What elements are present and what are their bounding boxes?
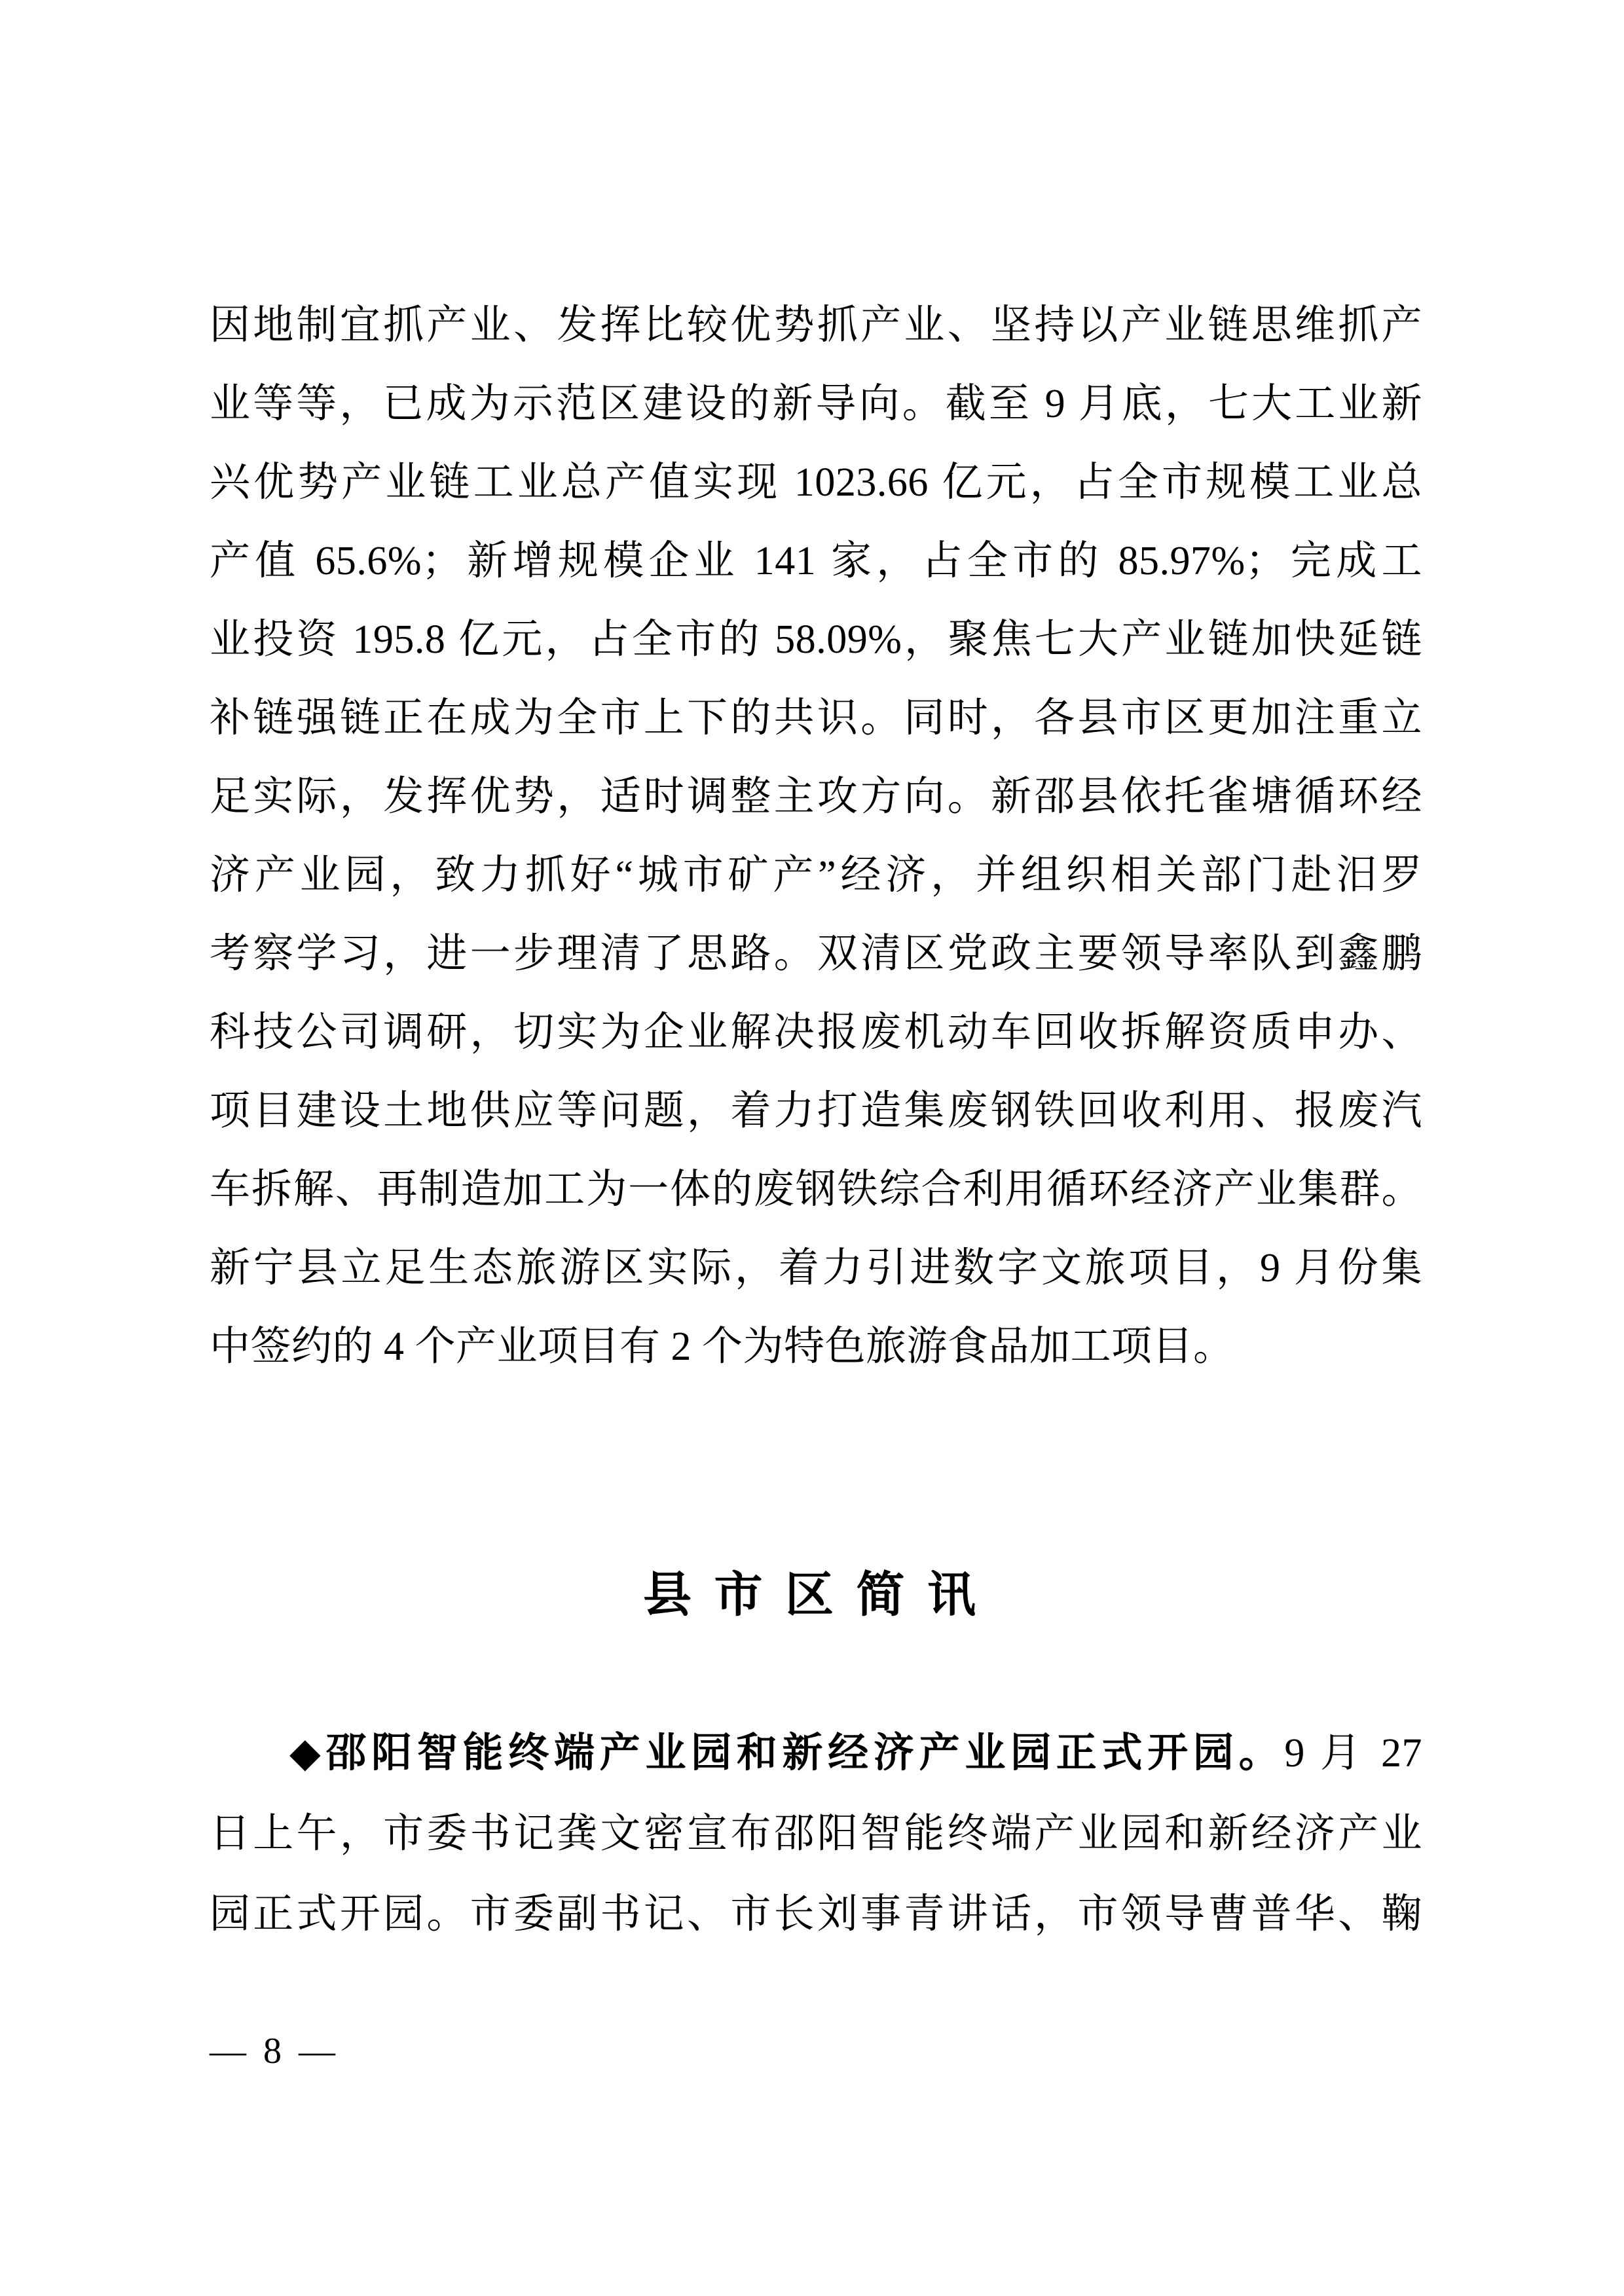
text-line: 产值 65.6%；新增规模企业 141 家，占全市的 85.97%；完成工 bbox=[210, 539, 1422, 583]
text-line: 补链强链正在成为全市上下的共识。同时，各县市区更加注重立 bbox=[210, 696, 1422, 740]
text-line: 业等等，已成为示范区建设的新导向。截至 9 月底，七大工业新 bbox=[210, 382, 1422, 426]
text-line: 兴优势产业链工业总产值实现 1023.66 亿元，占全市规模工业总 bbox=[210, 460, 1422, 505]
text-line: 项目建设土地供应等问题，着力打造集废钢铁回收利用、报废汽 bbox=[210, 1089, 1422, 1133]
text-line: 科技公司调研，切实为企业解决报废机动车回收拆解资质申办、 bbox=[210, 1010, 1422, 1055]
text-line: 济产业园，致力抓好“城市矿产”经济，并组织相关部门赴汨罗 bbox=[210, 853, 1422, 898]
text-line: 车拆解、再制造加工为一体的废钢铁综合利用循环经济产业集群。 bbox=[210, 1167, 1422, 1212]
text-line: 新宁县立足生态旅游区实际，着力引进数字文旅项目，9 月份集 bbox=[210, 1246, 1422, 1290]
body-paragraph-main bbox=[210, 286, 1422, 1386]
text-line: 日上午，市委书记龚文密宣布邵阳智能终端产业园和新经济产业 bbox=[210, 1812, 1422, 1856]
brief-item-date: 9 月 27 bbox=[1284, 1731, 1422, 1776]
text-line: 考察学习，进一步理清了思路。双清区党政主要领导率队到鑫鹏 bbox=[210, 932, 1422, 976]
text-line: 足实际，发挥优势，适时调整主攻方向。新邵县依托雀塘循环经 bbox=[210, 774, 1422, 819]
text-line: 业投资 195.8 亿元，占全市的 58.09%，聚焦七大产业链加快延链 bbox=[210, 617, 1422, 662]
text-line: 中签约的 4 个产业项目有 2 个为特色旅游食品加工项目。 bbox=[210, 1324, 1234, 1369]
section-title: 县 市 区 简 讯 bbox=[643, 1569, 981, 1622]
brief-item-title: ◆邵阳智能终端产业园和新经济产业园正式开园。 bbox=[289, 1731, 1285, 1776]
text-line: 因地制宜抓产业、发挥比较优势抓产业、坚持以产业链思维抓产 bbox=[210, 303, 1422, 348]
text-line bbox=[210, 1713, 1422, 1794]
page-number: — 8 — bbox=[210, 2031, 339, 2071]
body-paragraph-briefs bbox=[210, 1713, 1422, 1955]
text-line: 园正式开园。市委副书记、市长刘事青讲话，市领导曹普华、鞠 bbox=[210, 1892, 1422, 1937]
